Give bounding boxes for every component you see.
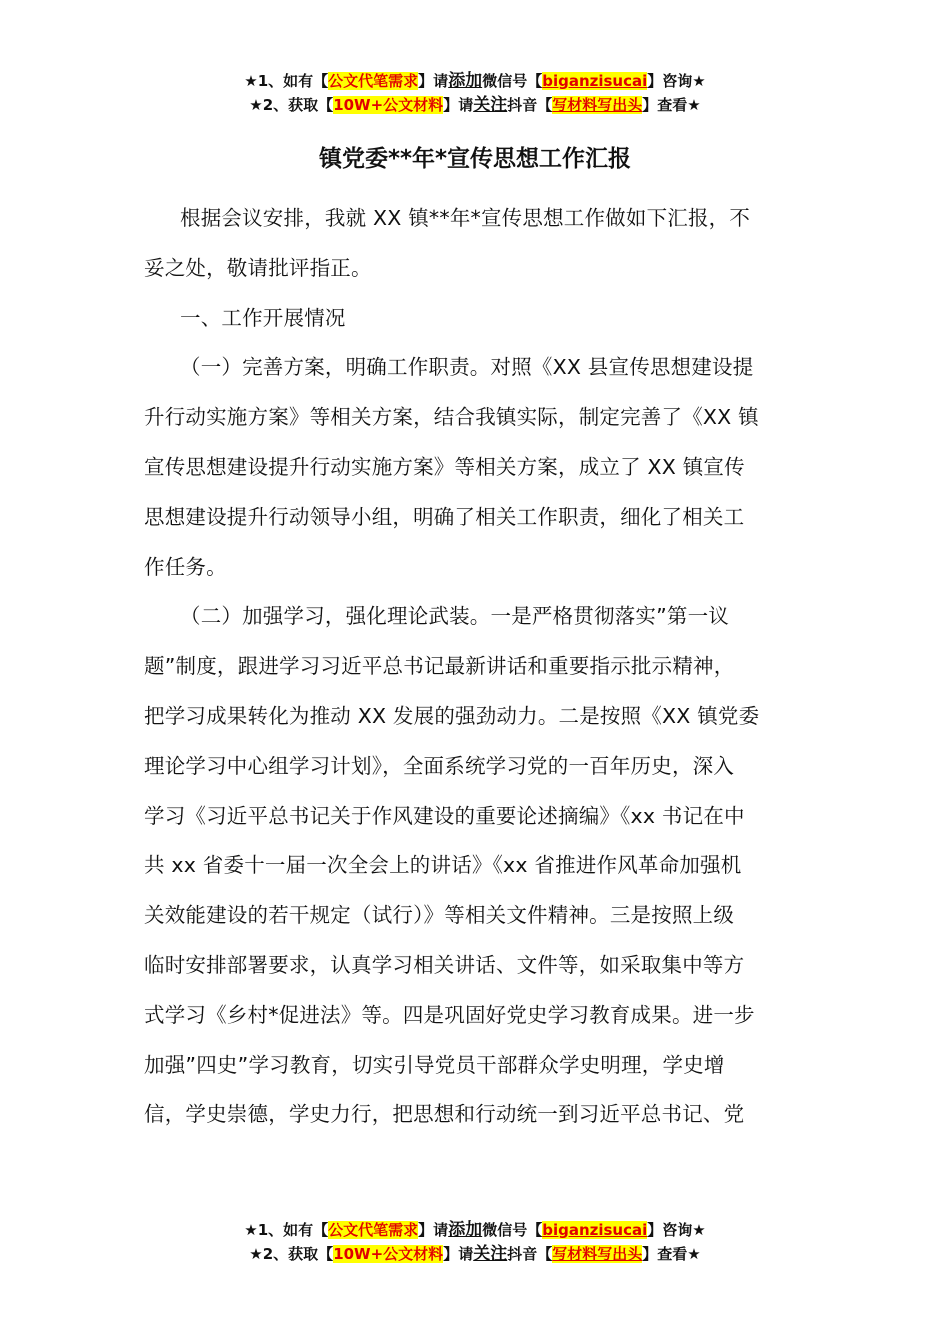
body-line: 信，学史崇德，学史力行，把思想和行动统一到习近平总书记、党 [144,1102,745,1127]
body-line: 作任务。 [144,554,227,579]
bottom-banner [0,1218,950,1266]
text: 关注 [473,95,508,115]
wechat-id: biganzisucai [542,72,648,90]
body-line: 妥之处，敬请批评指正。 [144,255,372,280]
douyin-id: 写材料写出头 [552,96,643,114]
body-line: 理论学习中心组学习计划》，全面系统学习党的一百年历史，深入 [144,753,735,778]
body-line: 把学习成果转化为推动 XX 发展的强劲动力。二是按照《XX 镇党委 [144,703,760,728]
body-line: 共 xx 省委十一届一次全会上的讲话》《xx 省推进作风革命加强机 [144,853,742,878]
highlight: 公文代笔需求 [328,1221,419,1239]
body-line: （二）加强学习，强化理论武装。一是严格贯彻落实”第一议 [180,604,730,629]
text: ★2、获取【 [249,96,334,114]
text: 添加 [448,1220,483,1240]
body-line: 思想建设提升行动领导小组，明确了相关工作职责，细化了相关工 [144,504,745,529]
douyin-id: 写材料写出头 [552,1245,643,1263]
text: 】请 [443,96,474,114]
body-line: 关效能建设的若干规定（试行）》等相关文件精神。三是按照上级 [144,903,735,928]
text: 】咨询★ [647,72,706,90]
document-title: 镇党委**年*宣传思想工作汇报 [318,146,632,172]
body-line: 升行动实施方案》等相关方案，结合我镇实际，制定完善了《XX 镇 [144,405,759,430]
text: 抖音【 [507,1245,553,1263]
highlight: 公文代笔需求 [328,72,419,90]
body-line: 题”制度，跟进学习习近平总书记最新讲话和重要指示批示精神， [144,654,735,679]
body-line: 学习《习近平总书记关于作风建设的重要论述摘编》《xx 书记在中 [144,803,745,828]
wechat-id: biganzisucai [542,1221,648,1239]
banner-line-1 [0,69,950,93]
highlight: 10W+公文材料 [333,1245,444,1263]
text: 】请 [418,1221,449,1239]
text: ★1、如有【 [244,1221,329,1239]
top-banner [0,69,950,117]
body-line: 临时安排部署要求，认真学习相关讲话、文件等，如采取集中等方 [144,952,745,977]
body-line: 根据会议安排，我就 XX 镇**年*宣传思想工作做如下汇报，不 [180,206,751,230]
text: 】查看★ [642,96,701,114]
banner-line-2 [0,93,950,117]
text: 】请 [443,1245,474,1263]
body-line: 宣传思想建设提升行动实施方案》等相关方案，成立了 XX 镇宣传 [144,454,745,479]
text: 】咨询★ [647,1221,706,1239]
banner-line-2 [0,1242,950,1266]
text: ★2、获取【 [249,1245,334,1263]
text: 关注 [473,1244,508,1264]
document-body [144,194,814,1140]
text: 微信号【 [482,1221,543,1239]
text: 抖音【 [507,96,553,114]
body-line: 式学习《乡村*促进法》等。四是巩固好党史学习教育成果。进一步 [144,1002,755,1027]
highlight: 10W+公文材料 [333,96,444,114]
body-line: （一）完善方案，明确工作职责。对照《XX 县宣传思想建设提 [180,355,754,380]
text: ★1、如有【 [244,72,329,90]
text: 微信号【 [482,72,543,90]
text: 】查看★ [642,1245,701,1263]
body-line: 加强”四史”学习教育，切实引导党员干部群众学史明理，学史增 [144,1052,725,1077]
banner-line-1 [0,1218,950,1242]
text: 】请 [418,72,449,90]
text: 添加 [448,71,483,91]
section-heading: 一、工作开展情况 [180,305,346,330]
